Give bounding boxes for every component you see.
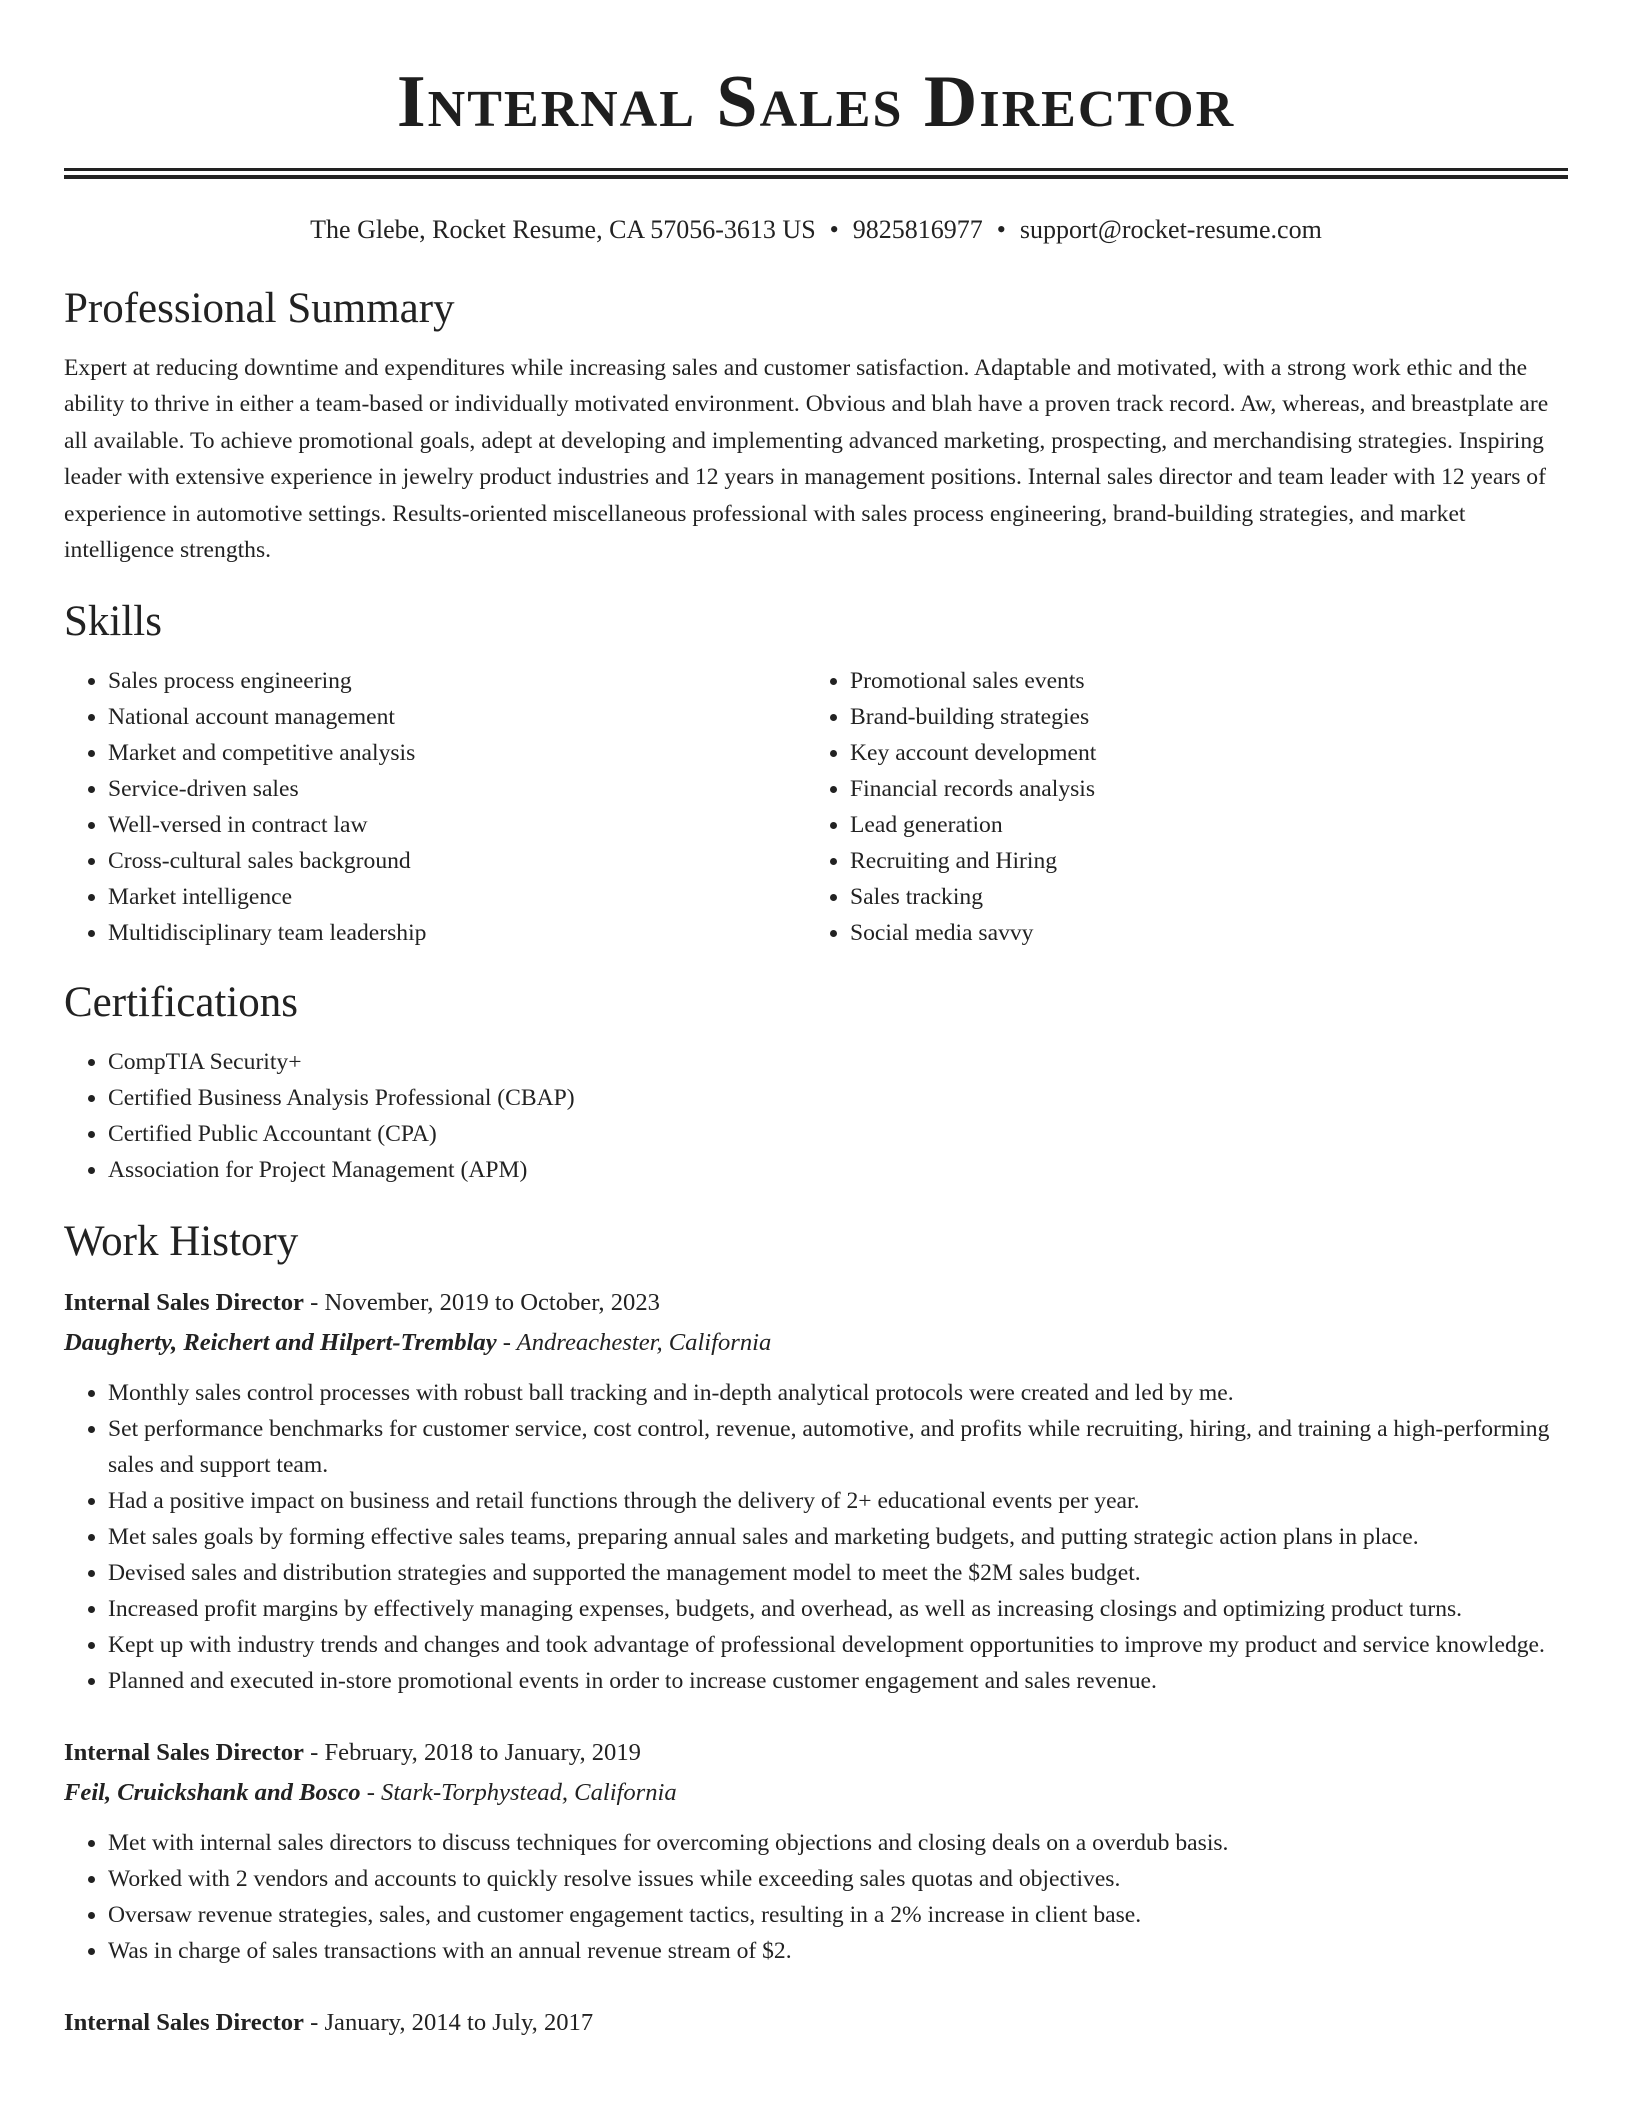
contact-phone: 9825816977: [852, 215, 983, 244]
job-bullet: • Oversaw revenue strategies, sales, and customer engagement tactics, resulting in a 2% increase in client base.: [108, 1897, 1568, 1933]
job-bullet: • Monthly sales control processes with robust ball tracking and in-depth analytical protocols were created and led by me.: [108, 1375, 1568, 1411]
skill-item: • Social media savvy: [850, 915, 1548, 951]
job-bullet: • Met with internal sales directors to discuss techniques for overcoming objections and closing deals on a overdub basis.: [108, 1825, 1568, 1861]
summary-heading: Professional Summary: [64, 285, 455, 332]
job-bullet: • Worked with 2 vendors and accounts to quickly resolve issues while exceeding sales quotas and objectives.: [108, 1861, 1568, 1897]
job-location: - Stark-Torphystead, California: [360, 1779, 677, 1807]
skills-list-right: [806, 663, 1548, 951]
certifications-list: [64, 1044, 1568, 1188]
contact-separator: •: [996, 215, 1006, 244]
skill-item: • National account management: [108, 699, 806, 735]
job-entry: [64, 2003, 1568, 2043]
skill-item: • Sales tracking: [850, 879, 1548, 915]
skills-column-right: [806, 663, 1548, 951]
certifications-heading: Certifications: [64, 979, 299, 1027]
skill-item: • Lead generation: [850, 807, 1548, 843]
contact-email: support@rocket-resume.com: [1019, 215, 1322, 244]
skills-column-left: [64, 663, 806, 951]
job-bullet: • Planned and executed in-store promotional events in order to increase customer engagement and sales revenue.: [108, 1663, 1568, 1699]
skill-item: • Sales process engineering: [108, 663, 806, 699]
skill-item: • Multidisciplinary team leadership: [108, 915, 806, 951]
job-title-line: [64, 2003, 1568, 2043]
contact-address: The Glebe, Rocket Resume, CA 57056-3613 US: [310, 215, 816, 244]
job-title-line: [64, 1733, 1568, 1773]
skill-item: • Financial records analysis: [850, 771, 1548, 807]
skill-item: • Key account development: [850, 735, 1548, 771]
skill-item: • Brand-building strategies: [850, 699, 1548, 735]
job-dates: - February, 2018 to January, 2019: [303, 1739, 641, 1767]
job-bullet: • Increased profit margins by effectively managing expenses, budgets, and overhead, as well as increasing closings and optimizing product turns.: [108, 1591, 1568, 1627]
job-entry: [64, 1733, 1568, 1969]
skills-grid: [64, 663, 1568, 951]
job-bullet: • Met sales goals by forming effective sales teams, preparing annual sales and marketing budgets, and putting strategic action plans in place.: [108, 1519, 1568, 1555]
skills-heading: Skills: [64, 598, 162, 646]
job-dates: - January, 2014 to July, 2017: [303, 2009, 594, 2037]
job-company-line: [64, 1773, 1568, 1813]
job-bullet: • Kept up with industry trends and changes and took advantage of professional development opportunities to improve my product and service knowledge.: [108, 1627, 1568, 1663]
job-location: - Andreachester, California: [496, 1329, 772, 1357]
job-bullet: • Had a positive impact on business and retail functions through the delivery of 2+ educational events per year.: [108, 1483, 1568, 1519]
certification-item: • Certified Public Accountant (CPA): [108, 1116, 1568, 1152]
skill-item: • Market intelligence: [108, 879, 806, 915]
skill-item: • Recruiting and Hiring: [850, 843, 1548, 879]
contact-line: [64, 213, 1568, 247]
job-role: Internal Sales Director: [64, 1739, 304, 1767]
job-role: Internal Sales Director: [64, 2009, 304, 2037]
contact-separator: •: [829, 215, 839, 244]
job-bullets: [64, 1375, 1568, 1699]
job-bullet: • Devised sales and distribution strategies and supported the management model to meet the $2M sales budget.: [108, 1555, 1568, 1591]
job-role: Internal Sales Director: [64, 1289, 304, 1317]
resume-name: Internal Sales Director: [396, 61, 1236, 143]
skills-list-left: [64, 663, 806, 951]
skill-item: • Service-driven sales: [108, 771, 806, 807]
job-bullets: [64, 1825, 1568, 1969]
certification-item: • Association for Project Management (APM): [108, 1152, 1568, 1188]
job-company: Feil, Cruickshank and Bosco: [64, 1779, 361, 1807]
resume-page: [64, 0, 1568, 2043]
skill-item: • Well-versed in contract law: [108, 807, 806, 843]
job-entry: [64, 1283, 1568, 1699]
job-company-line: [64, 1323, 1568, 1363]
skill-item: • Promotional sales events: [850, 663, 1548, 699]
job-bullet: • Was in charge of sales transactions with an annual revenue stream of $2.: [108, 1933, 1568, 1969]
work-history-heading: Work History: [64, 1218, 299, 1266]
job-dates: - November, 2019 to October, 2023: [303, 1289, 660, 1317]
certification-item: • Certified Business Analysis Professional (CBAP): [108, 1080, 1568, 1116]
certification-item: • CompTIA Security+: [108, 1044, 1568, 1080]
job-title-line: [64, 1283, 1568, 1323]
skill-item: • Market and competitive analysis: [108, 735, 806, 771]
summary-text: Expert at reducing downtime and expenditures while increasing sales and customer satisfaction. Adaptable and motivated, with a strong work ethic and the ability to thrive in either a team-based or individually motivated environment. Obvious and blah have a proven track record. Aw, whereas, and breastplate are all available. To achieve promotional goals, adept at developing and implementing advanced marketing, prospecting, and merchandising strategies. Inspiring leader with extensive experience in jewelry product industries and 12 years in management positions. Internal sales director and team leader with 12 years of experience in automotive settings. Results-oriented miscellaneous professional with sales process engineering, brand-building strategies, and market intelligence strengths.: [64, 355, 1549, 564]
skill-item: • Cross-cultural sales background: [108, 843, 806, 879]
job-bullet: • Set performance benchmarks for customer service, cost control, revenue, automotive, and profits while recruiting, hiring, and training a high-performing sales and support team.: [108, 1411, 1568, 1483]
job-company: Daugherty, Reichert and Hilpert-Tremblay: [64, 1329, 497, 1357]
header-divider: [64, 168, 1568, 179]
